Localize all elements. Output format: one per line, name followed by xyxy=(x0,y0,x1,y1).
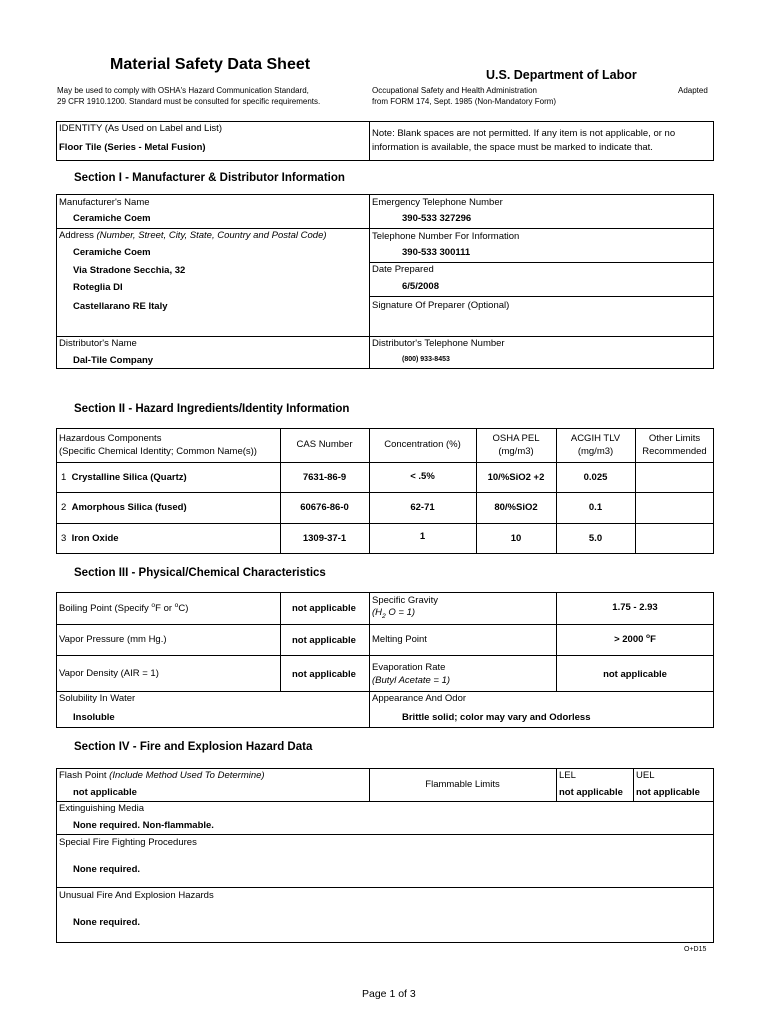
acgih-cell: 0.1 xyxy=(588,502,603,513)
boiling-point-label: Boiling Point (Specify $^o$F or $^o$C) xyxy=(59,602,189,615)
address-line2: Via Stradone Secchia, 32 xyxy=(73,265,186,276)
hazard-header-cas: CAS Number xyxy=(296,439,353,450)
concentration-cell: < .5% xyxy=(410,471,435,482)
appearance-value: Brittle solid; color may vary and Odorless xyxy=(402,712,591,723)
vapor-pressure-value: not applicable xyxy=(292,635,356,646)
appearance-label: Appearance And Odor xyxy=(372,693,467,704)
uel-value: not applicable xyxy=(636,787,700,798)
date-prepared-value: 6/5/2008 xyxy=(402,281,439,292)
specific-gravity-sublabel: ($H_2$ O = 1) xyxy=(372,607,416,620)
lel-value: not applicable xyxy=(559,787,623,798)
unusual-hazards-value: None required. xyxy=(73,917,141,928)
hazard-header-components-line2: (Specific Chemical Identity; Common Name(s)) xyxy=(59,446,257,457)
address-line3: Roteglia DI xyxy=(73,282,123,293)
agency-line1: Occupational Safety and Health Administration xyxy=(372,86,537,95)
cas-cell: 60676-86-0 xyxy=(300,502,349,513)
acgih-cell: 5.0 xyxy=(588,533,603,544)
solubility-label: Solubility In Water xyxy=(59,693,136,704)
hazard-header-other-line2: Recommended xyxy=(642,446,707,457)
section2-title: Section II - Hazard Ingredients/Identity Information xyxy=(74,403,350,415)
flash-point-value: not applicable xyxy=(73,787,137,798)
table-row: 2 Amorphous Silica (fused) xyxy=(61,502,187,513)
flammable-limits-label: Flammable Limits xyxy=(425,779,500,790)
address-line1: Ceramiche Coem xyxy=(73,247,151,258)
section4-title: Section IV - Fire and Explosion Hazard Data xyxy=(74,741,313,753)
vapor-density-label: Vapor Density (AIR = 1) xyxy=(59,668,159,679)
melting-point-label: Melting Point xyxy=(372,634,427,645)
vapor-density-value: not applicable xyxy=(292,669,356,680)
distributor-value: Dal-Tile Company xyxy=(73,355,154,366)
osha-cell: 80/%SiO2 xyxy=(494,502,538,513)
acgih-cell: 0.025 xyxy=(583,472,608,483)
unusual-hazards-label: Unusual Fire And Explosion Hazards xyxy=(59,890,214,901)
extinguishing-media-label: Extinguishing Media xyxy=(59,803,145,814)
form-code: O+D15 xyxy=(684,946,707,953)
emergency-phone-label: Emergency Telephone Number xyxy=(372,197,503,208)
table-row: 1 Crystalline Silica (Quartz) xyxy=(61,472,187,483)
identity-value: Floor Tile (Series - Metal Fusion) xyxy=(59,142,206,153)
hazard-header-osha-line1: OSHA PEL xyxy=(492,433,540,444)
osha-cell: 10 xyxy=(510,533,522,544)
emergency-phone-value: 390-533 327296 xyxy=(402,213,472,224)
concentration-cell: 62-71 xyxy=(410,502,435,513)
page-number: Page 1 of 3 xyxy=(362,988,416,1000)
hazard-header-concentration: Concentration (%) xyxy=(384,439,461,450)
identity-label: IDENTITY (As Used on Label and List) xyxy=(59,123,222,134)
date-prepared-label: Date Prepared xyxy=(372,264,434,275)
header-note-line2: 29 CFR 1910.1200. Standard must be consulted for specific requirements. xyxy=(57,97,321,106)
osha-cell: 10/%SiO2 +2 xyxy=(487,472,545,483)
evaporation-rate-label: Evaporation Rate xyxy=(372,662,446,673)
specific-gravity-label: Specific Gravity xyxy=(372,595,438,606)
boiling-point-value: not applicable xyxy=(292,603,356,614)
melting-point-value: > 2000 $^o$F xyxy=(614,633,656,646)
table-row: 3 Iron Oxide xyxy=(61,533,119,544)
hazard-header-osha-line2: (mg/m3) xyxy=(498,446,534,457)
manufacturer-label: Manufacturer's Name xyxy=(59,197,150,208)
solubility-value: Insoluble xyxy=(73,712,115,723)
flash-point-label: Flash Point (Include Method Used To Determine) xyxy=(59,770,265,781)
special-procedures-value: None required. xyxy=(73,864,141,875)
hazard-header-other-line1: Other Limits xyxy=(648,433,701,444)
lel-label: LEL xyxy=(559,770,576,781)
address-label: Address (Number, Street, City, State, Country and Postal Code) xyxy=(59,230,327,241)
adapted-label: Adapted xyxy=(678,86,708,95)
evaporation-rate-value: not applicable xyxy=(603,669,667,680)
info-phone-label: Telephone Number For Information xyxy=(372,231,520,242)
vapor-pressure-label: Vapor Pressure (mm Hg.) xyxy=(59,634,167,645)
address-line4: Castellarano RE Italy xyxy=(73,301,168,312)
distributor-phone-label: Distributor's Telephone Number xyxy=(372,338,505,349)
identity-note-line1: Note: Blank spaces are not permitted. If any item is not applicable, or no xyxy=(372,128,676,139)
agency-line2: from FORM 174, Sept. 1985 (Non-Mandatory Form) xyxy=(372,97,557,106)
signature-label: Signature Of Preparer (Optional) xyxy=(372,300,510,311)
specific-gravity-value: 1.75 - 2.93 xyxy=(612,602,658,613)
distributor-phone-value: (800) 933-8453 xyxy=(402,356,450,363)
cas-cell: 7631-86-9 xyxy=(302,472,347,483)
extinguishing-media-value: None required. Non-flammable. xyxy=(73,820,214,831)
hazard-header-acgih-line2: (mg/m3) xyxy=(577,446,614,457)
header-note-line1: May be used to comply with OSHA's Hazard Communication Standard, xyxy=(57,86,309,95)
concentration-cell: 1 xyxy=(419,531,426,542)
evaporation-rate-sublabel: (Butyl Acetate = 1) xyxy=(372,675,451,686)
special-procedures-label: Special Fire Fighting Procedures xyxy=(59,837,197,848)
cas-cell: 1309-37-1 xyxy=(302,533,347,544)
uel-label: UEL xyxy=(636,770,655,781)
hazard-header-acgih-line1: ACGIH TLV xyxy=(570,433,621,444)
hazard-header-components-line1: Hazardous Components xyxy=(59,433,162,444)
agency-title: U.S. Department of Labor xyxy=(486,68,637,82)
section1-title: Section I - Manufacturer & Distributor Information xyxy=(74,172,345,184)
page-title: Material Safety Data Sheet xyxy=(110,56,311,73)
identity-note-line2: information is available, the space must be marked to indicate that. xyxy=(372,142,653,153)
info-phone-value: 390-533 300111 xyxy=(402,247,471,258)
distributor-label: Distributor's Name xyxy=(59,338,137,349)
section3-title: Section III - Physical/Chemical Characteristics xyxy=(74,567,326,579)
manufacturer-value: Ceramiche Coem xyxy=(73,213,151,224)
